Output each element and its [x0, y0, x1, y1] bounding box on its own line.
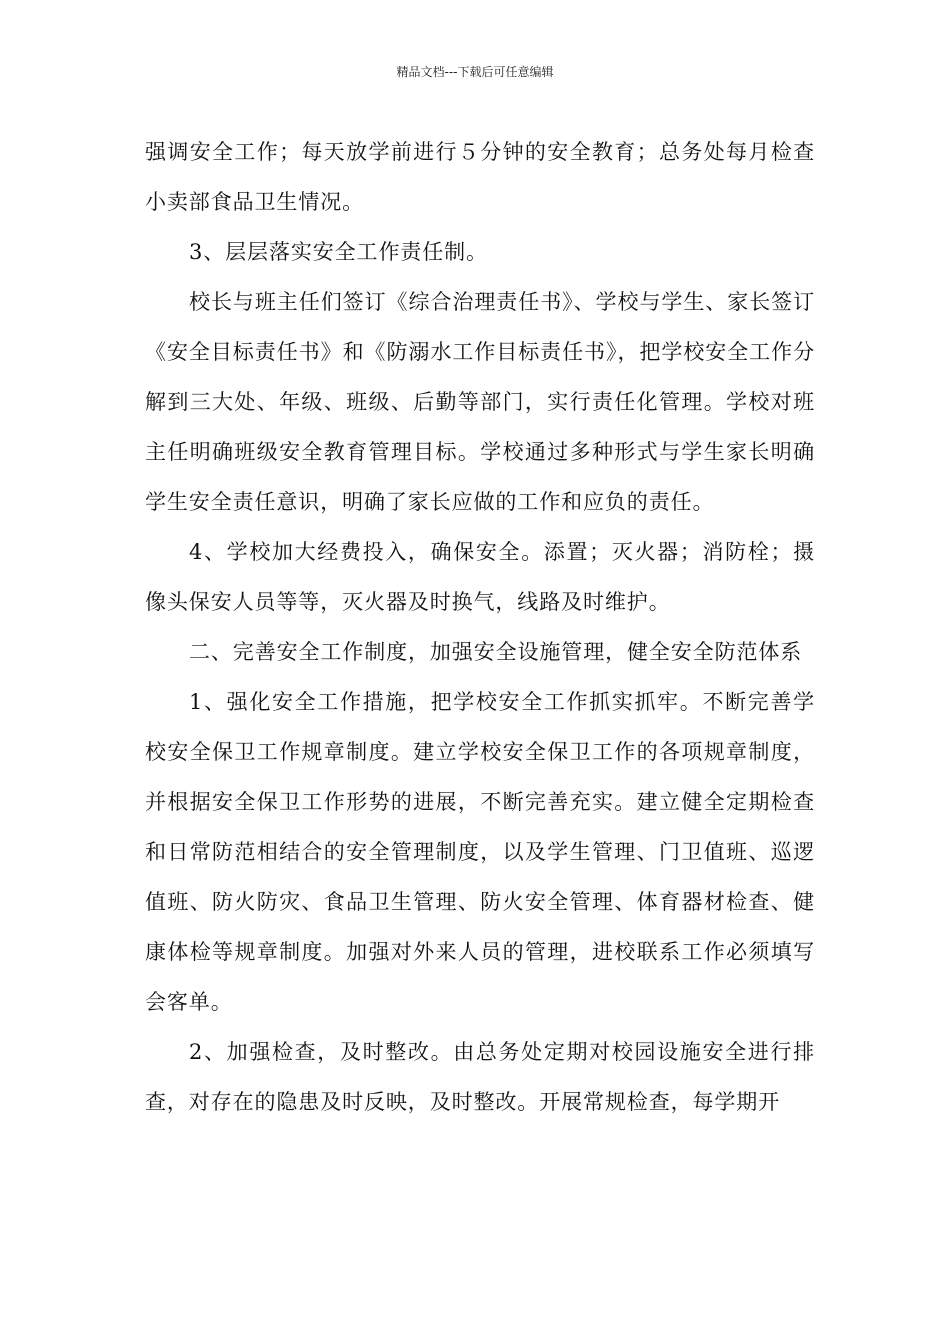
paragraph: 3、层层落实安全工作责任制。	[189, 240, 488, 264]
paragraph: 二、完善安全工作制度，加强安全设施管理，健全安全防范体系	[189, 640, 803, 664]
paragraph: 2、加强检查，及时整改。由总务处定期对校园设施安全进行排查，对存在的隐患及时反映，及时整改。开展常规检查，每学期开	[145, 1040, 815, 1114]
paragraph: 校长与班主任们签订《综合治理责任书》、学校与学生、家长签订《安全目标责任书》和《防溺水工作目标责任书》，把学校安全工作分解到三大处、年级、班级、后勤等部门，实行责任化管理。学校对班主任明确班级安全教育管理目标。学校通过多种形式与学生家长明确学生安全责任意识，明确了家长应做的工作和应负的责任。	[145, 290, 815, 514]
paragraph: 4、学校加大经费投入，确保安全。添置；灭火器；消防栓；摄像头保安人员等等，灭火器及时换气，线路及时维护。	[145, 540, 815, 614]
document-body	[145, 127, 815, 1127]
paragraph: 1、强化安全工作措施，把学校安全工作抓实抓牢。不断完善学校安全保卫工作规章制度。建立学校安全保卫工作的各项规章制度，并根据安全保卫工作形势的进展，不断完善充实。建立健全定期检查和日常防范相结合的安全管理制度，以及学生管理、门卫值班、巡逻值班、防火防灾、食品卫生管理、防火安全管理、体育器材检查、健康体检等规章制度。加强对外来人员的管理，进校联系工作必须填写会客单。	[145, 690, 815, 1014]
paragraph: 强调安全工作；每天放学前进行５分钟的安全教育；总务处每月检查小卖部食品卫生情况。	[145, 140, 815, 214]
page-header: 精品文档---下载后可任意编辑	[396, 65, 554, 79]
